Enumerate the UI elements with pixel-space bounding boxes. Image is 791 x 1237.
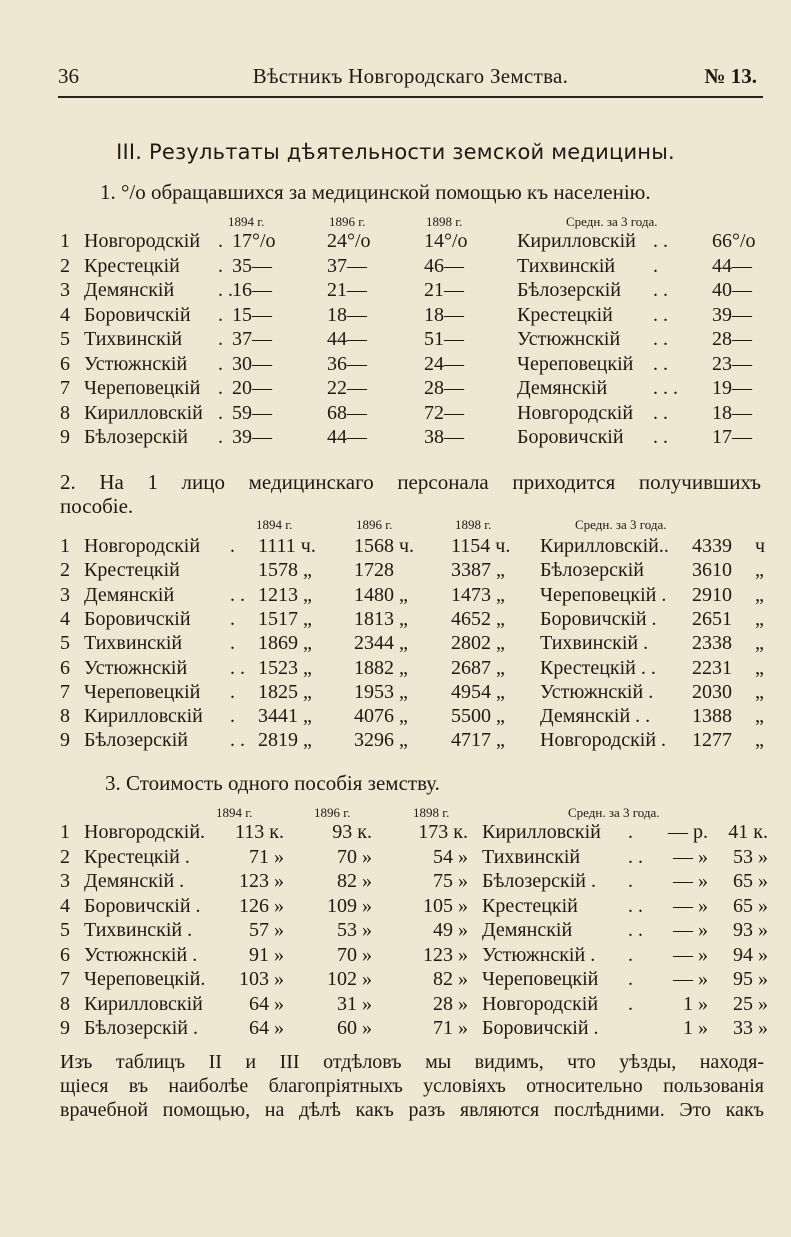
avg-district-name: Новгородскій xyxy=(482,992,599,1015)
table3-col-avg: Средн. за 3 года. xyxy=(568,805,660,820)
table-row xyxy=(0,402,791,426)
page-header xyxy=(58,64,763,94)
table-row xyxy=(0,377,791,401)
leader-dots: . xyxy=(218,352,223,375)
page-number: 36 xyxy=(58,64,79,88)
table3-col-1894: 1894 г. xyxy=(216,805,253,820)
district-name: Устюжнскій xyxy=(84,656,188,679)
value-1894: 64 » xyxy=(249,1017,284,1039)
avg-district-name: Устюжнскій . xyxy=(540,680,654,703)
value-1896: 21— xyxy=(327,279,367,301)
avg-value: 17— xyxy=(712,426,752,448)
table2-col-avg: Средн. за 3 года. xyxy=(575,517,667,532)
value-1898: 1473 „ xyxy=(451,583,505,606)
leader-dots: . xyxy=(628,821,633,843)
avg-value: 3610 xyxy=(692,559,732,582)
avg-district-name: Тихвинскій xyxy=(482,845,581,868)
table1-col-1898: 1898 г. xyxy=(426,214,463,229)
unit-mark: „ xyxy=(755,729,764,752)
district-name: Боровичскій xyxy=(84,303,191,326)
row-number: 8 xyxy=(60,705,70,728)
leader-dots: . . xyxy=(218,279,233,301)
avg-district-name: Боровичскій . xyxy=(540,607,657,630)
avg-district-name: Демянскій xyxy=(482,919,573,941)
avg-rubles: — » xyxy=(673,845,708,868)
leader-dots: . xyxy=(218,401,223,424)
table-row xyxy=(0,846,791,870)
district-name: Череповецкій xyxy=(84,680,201,703)
value-1894: 37— xyxy=(232,328,272,350)
value-1898: 4717 „ xyxy=(451,729,505,752)
avg-kopecks: 53 » xyxy=(733,845,768,868)
row-number: 9 xyxy=(60,729,70,752)
unit-mark: „ xyxy=(755,607,764,630)
row-number: 3 xyxy=(60,583,70,606)
value-1894: 35— xyxy=(232,254,272,277)
row-number: 9 xyxy=(60,426,70,448)
value-1894: 71 » xyxy=(249,845,284,868)
row-number: 4 xyxy=(60,303,70,326)
value-1894: 2819 „ xyxy=(258,729,312,752)
value-1894: 123 » xyxy=(239,870,284,892)
value-1894: 103 » xyxy=(239,968,284,990)
table-row xyxy=(0,304,791,328)
row-number: 3 xyxy=(60,279,70,301)
leader-dots: . . xyxy=(653,230,668,252)
value-1896: 18— xyxy=(327,303,367,326)
table-row xyxy=(0,821,791,845)
value-1896: 82 » xyxy=(337,870,372,892)
value-1896: 1953 „ xyxy=(354,680,408,703)
value-1898: 14°/о xyxy=(424,230,468,252)
leader-dots: . . xyxy=(653,426,668,448)
leader-dots: . . xyxy=(628,919,643,941)
leader-dots: . . xyxy=(653,328,668,350)
value-1898: 4652 „ xyxy=(451,607,505,630)
avg-rubles: 1 » xyxy=(683,992,708,1015)
avg-district-name: Череповецкій xyxy=(482,968,599,990)
district-name: Новгородскій xyxy=(84,535,201,557)
value-1898: 18— xyxy=(424,303,464,326)
value-1896: 1728 xyxy=(354,559,394,582)
value-1896: 44— xyxy=(327,328,367,350)
avg-kopecks: 93 » xyxy=(733,919,768,941)
value-1896: 53 » xyxy=(337,919,372,941)
leader-dots: . xyxy=(230,535,235,557)
avg-district-name: Демянскій xyxy=(517,377,608,399)
leader-dots: . . xyxy=(230,583,245,606)
table-row xyxy=(0,705,791,729)
avg-district-name: Новгородскій . xyxy=(540,729,667,752)
row-number: 4 xyxy=(60,894,70,917)
leader-dots: . . xyxy=(230,656,245,679)
avg-value: 19— xyxy=(712,377,752,399)
value-1894: 1578 „ xyxy=(258,559,312,582)
avg-kopecks: 41 к. xyxy=(728,821,768,843)
avg-value: 66°/о xyxy=(712,230,756,252)
avg-kopecks: 94 » xyxy=(733,943,768,966)
row-number: 3 xyxy=(60,870,70,892)
district-name: Демянскій xyxy=(84,583,175,606)
value-1898: 2687 „ xyxy=(451,656,505,679)
row-number: 5 xyxy=(60,328,70,350)
unit-mark: ч xyxy=(755,535,766,557)
value-1894: 39— xyxy=(232,426,272,448)
row-number: 7 xyxy=(60,680,70,703)
district-name: Крестецкій xyxy=(84,254,180,277)
value-1894: 3441 „ xyxy=(258,705,312,728)
value-1898: 173 к. xyxy=(418,821,468,843)
paragraph-line: Изъ таблицъ II и III отдѣловъ мы видимъ, что уѣзды, находя- xyxy=(60,1051,764,1073)
leader-dots: . . . xyxy=(653,377,678,399)
unit-mark: „ xyxy=(755,559,764,582)
row-number: 6 xyxy=(60,352,70,375)
value-1894: 15— xyxy=(232,303,272,326)
value-1898: 4954 „ xyxy=(451,680,505,703)
leader-dots: . xyxy=(628,870,633,892)
value-1896: 70 » xyxy=(337,943,372,966)
value-1898: 3387 „ xyxy=(451,559,505,582)
table1-col-1896: 1896 г. xyxy=(329,214,366,229)
avg-value: 2338 xyxy=(692,632,732,655)
value-1896: 1568 ч. xyxy=(354,535,415,557)
value-1898: 21— xyxy=(424,279,464,301)
value-1896: 70 » xyxy=(337,845,372,868)
leader-dots: . xyxy=(230,607,235,630)
value-1894: 17°/о xyxy=(232,230,276,252)
value-1898: 105 » xyxy=(423,894,468,917)
value-1898: 46— xyxy=(424,254,464,277)
table-row xyxy=(0,919,791,943)
value-1894: 30— xyxy=(232,352,272,375)
value-1894: 1111 ч. xyxy=(258,535,316,557)
issue-number: № 13. xyxy=(704,64,757,88)
leader-dots: . xyxy=(653,254,658,277)
avg-value: 2231 xyxy=(692,656,732,679)
row-number: 1 xyxy=(60,821,70,843)
avg-rubles: — р. xyxy=(668,821,708,843)
avg-district-name: Боровичскій xyxy=(517,426,624,448)
avg-district-name: Череповецкій . xyxy=(540,583,667,606)
avg-district-name: Крестецкій xyxy=(517,303,613,326)
value-1896: 36— xyxy=(327,352,367,375)
avg-district-name: Боровичскій . xyxy=(482,1017,599,1039)
value-1896: 93 к. xyxy=(332,821,372,843)
value-1896: 60 » xyxy=(337,1017,372,1039)
value-1894: 59— xyxy=(232,401,272,424)
value-1896: 22— xyxy=(327,377,367,399)
avg-district-name: Тихвинскій . xyxy=(540,632,649,655)
avg-district-name: Бѣлозерскій xyxy=(517,279,621,301)
row-number: 5 xyxy=(60,919,70,941)
leader-dots: . xyxy=(230,705,235,728)
section-title: III. Результаты дѣятельности земской медицины. xyxy=(116,140,675,164)
avg-district-name: Кирилловскій xyxy=(482,821,601,843)
avg-value: 40— xyxy=(712,279,752,301)
avg-district-name: Устюжнскій xyxy=(517,328,621,350)
value-1898: 5500 „ xyxy=(451,705,505,728)
value-1894: 20— xyxy=(232,377,272,399)
avg-rubles: — » xyxy=(673,943,708,966)
avg-kopecks: 25 » xyxy=(733,992,768,1015)
value-1896: 68— xyxy=(327,401,367,424)
table-row xyxy=(0,559,791,583)
avg-kopecks: 65 » xyxy=(733,894,768,917)
avg-rubles: — » xyxy=(673,968,708,990)
district-name: Новгородскій. xyxy=(84,821,206,843)
row-number: 1 xyxy=(60,535,70,557)
table3-col-1896: 1896 г. xyxy=(314,805,351,820)
leader-dots: . . xyxy=(230,729,245,752)
value-1896: 1813 „ xyxy=(354,607,408,630)
row-number: 6 xyxy=(60,943,70,966)
body-paragraph xyxy=(60,1050,764,1122)
value-1896: 102 » xyxy=(327,968,372,990)
avg-kopecks: 33 » xyxy=(733,1017,768,1039)
district-name: Тихвинскій xyxy=(84,328,183,350)
leader-dots: . . xyxy=(653,279,668,301)
leader-dots: . xyxy=(230,680,235,703)
district-name: Череповецкій. xyxy=(84,968,206,990)
avg-district-name: Тихвинскій xyxy=(517,254,616,277)
value-1898: 49 » xyxy=(433,919,468,941)
avg-value: 18— xyxy=(712,401,752,424)
table1-col-1894: 1894 г. xyxy=(228,214,265,229)
district-name: Бѣлозерскій xyxy=(84,426,188,448)
row-number: 1 xyxy=(60,230,70,252)
table2-heading: 2. На 1 лицо медицинскаго персонала приходится получившихъ xyxy=(60,470,761,494)
leader-dots: . xyxy=(628,943,633,966)
district-name: Боровичскій xyxy=(84,607,191,630)
table-row xyxy=(0,328,791,352)
value-1898: 28 » xyxy=(433,992,468,1015)
value-1898: 82 » xyxy=(433,968,468,990)
district-name: Кирилловскій xyxy=(84,705,203,728)
district-name: Новгородскій xyxy=(84,230,201,252)
avg-district-name: Череповецкій xyxy=(517,352,634,375)
district-name: Демянскій . xyxy=(84,870,185,892)
row-number: 8 xyxy=(60,992,70,1015)
value-1898: 123 » xyxy=(423,943,468,966)
avg-value: 44— xyxy=(712,254,752,277)
district-name: Крестецкій xyxy=(84,559,180,582)
district-name: Кирилловскій xyxy=(84,401,203,424)
leader-dots: . xyxy=(628,968,633,990)
table3-heading: 3. Стоимость одного пособія земству. xyxy=(105,771,440,795)
paragraph-line: щіеся въ наиболѣе благопріятныхъ условіяхъ относительно пользованія xyxy=(60,1075,764,1097)
avg-value: 1277 xyxy=(692,729,732,752)
table-row xyxy=(0,353,791,377)
table-row xyxy=(0,584,791,608)
leader-dots: . . xyxy=(653,303,668,326)
value-1898: 1154 ч. xyxy=(451,535,511,557)
avg-district-name: Устюжнскій . xyxy=(482,943,596,966)
value-1894: 57 » xyxy=(249,919,284,941)
leader-dots: . xyxy=(218,303,223,326)
leader-dots: . xyxy=(218,328,223,350)
avg-rubles: — » xyxy=(673,919,708,941)
district-name: Устюжнскій xyxy=(84,352,188,375)
journal-title: Вѣстникъ Новгородскаго Земства. xyxy=(252,64,569,88)
value-1898: 24— xyxy=(424,352,464,375)
value-1894: 1869 „ xyxy=(258,632,312,655)
table-row xyxy=(0,657,791,681)
table2-col-1898: 1898 г. xyxy=(455,517,492,532)
unit-mark: „ xyxy=(755,583,764,606)
row-number: 6 xyxy=(60,656,70,679)
table1-col-avg: Средн. за 3 года. xyxy=(566,214,658,229)
table-row xyxy=(0,535,791,559)
value-1894: 113 к. xyxy=(235,821,284,843)
table-row xyxy=(0,895,791,919)
table-row xyxy=(0,632,791,656)
district-name: Череповецкій xyxy=(84,377,201,399)
leader-dots: . . xyxy=(653,401,668,424)
avg-kopecks: 95 » xyxy=(733,968,768,990)
value-1896: 31 » xyxy=(337,992,372,1015)
avg-district-name: Крестецкій . . xyxy=(540,656,656,679)
value-1898: 51— xyxy=(424,328,464,350)
avg-district-name: Бѣлозерскій . xyxy=(482,870,596,892)
table-row xyxy=(0,681,791,705)
avg-rubles: — » xyxy=(673,870,708,892)
value-1898: 28— xyxy=(424,377,464,399)
row-number: 9 xyxy=(60,1017,70,1039)
avg-district-name: Новгородскій xyxy=(517,401,634,424)
value-1896: 44— xyxy=(327,426,367,448)
leader-dots: . xyxy=(230,632,235,655)
avg-district-name: Демянскій . . xyxy=(540,705,651,728)
header-rule xyxy=(58,96,763,98)
value-1894: 1825 „ xyxy=(258,680,312,703)
value-1894: 91 » xyxy=(249,943,284,966)
table2-heading-cont: пособіе. xyxy=(60,494,134,518)
row-number: 2 xyxy=(60,559,70,582)
unit-mark: „ xyxy=(755,656,764,679)
row-number: 2 xyxy=(60,845,70,868)
avg-district-name: Бѣлозерскій xyxy=(540,559,644,582)
value-1898: 75 » xyxy=(433,870,468,892)
avg-value: 39— xyxy=(712,303,752,326)
district-name: Бѣлозерскій . xyxy=(84,1017,198,1039)
table-row xyxy=(0,608,791,632)
value-1894: 1213 „ xyxy=(258,583,312,606)
district-name: Бѣлозерскій xyxy=(84,729,188,752)
value-1898: 54 » xyxy=(433,845,468,868)
unit-mark: „ xyxy=(755,632,764,655)
leader-dots: . xyxy=(218,254,223,277)
district-name: Тихвинскій xyxy=(84,632,183,655)
avg-kopecks: 65 » xyxy=(733,870,768,892)
table2-col-1896: 1896 г. xyxy=(356,517,393,532)
value-1896: 1882 „ xyxy=(354,656,408,679)
avg-value: 2030 xyxy=(692,680,732,703)
value-1896: 37— xyxy=(327,254,367,277)
table-row xyxy=(0,279,791,303)
row-number: 8 xyxy=(60,401,70,424)
row-number: 7 xyxy=(60,377,70,399)
avg-district-name: Кирилловскій.. xyxy=(540,535,669,557)
table-row xyxy=(0,729,791,753)
unit-mark: „ xyxy=(755,705,764,728)
value-1896: 4076 „ xyxy=(354,705,408,728)
value-1896: 2344 „ xyxy=(354,632,408,655)
leader-dots: . . xyxy=(628,894,643,917)
table-row xyxy=(0,426,791,450)
unit-mark: „ xyxy=(755,680,764,703)
district-name: Кирилловскій xyxy=(84,992,203,1015)
value-1894: 126 » xyxy=(239,894,284,917)
district-name: Тихвинскій . xyxy=(84,919,193,941)
table1-heading: 1. °/о обращавшихся за медицинской помощью къ населенію. xyxy=(100,180,651,204)
table2-col-1894: 1894 г. xyxy=(256,517,293,532)
district-name: Боровичскій . xyxy=(84,894,201,917)
table3-col-1898: 1898 г. xyxy=(413,805,450,820)
value-1898: 2802 „ xyxy=(451,632,505,655)
leader-dots: . xyxy=(218,230,223,252)
row-number: 5 xyxy=(60,632,70,655)
avg-district-name: Кирилловскій xyxy=(517,230,636,252)
row-number: 4 xyxy=(60,607,70,630)
avg-value: 28— xyxy=(712,328,752,350)
value-1896: 3296 „ xyxy=(354,729,408,752)
row-number: 2 xyxy=(60,254,70,277)
table-row xyxy=(0,944,791,968)
row-number: 7 xyxy=(60,968,70,990)
value-1896: 24°/о xyxy=(327,230,371,252)
avg-value: 23— xyxy=(712,352,752,375)
table-row xyxy=(0,870,791,894)
district-name: Крестецкій . xyxy=(84,845,190,868)
value-1894: 16— xyxy=(232,279,272,301)
district-name: Демянскій xyxy=(84,279,175,301)
value-1898: 72— xyxy=(424,401,464,424)
table-row xyxy=(0,230,791,254)
leader-dots: . . xyxy=(628,845,643,868)
avg-value: 4339 xyxy=(692,535,732,557)
value-1896: 1480 „ xyxy=(354,583,408,606)
table-row xyxy=(0,968,791,992)
avg-value: 2651 xyxy=(692,607,732,630)
leader-dots: . xyxy=(218,377,223,399)
table-row xyxy=(0,255,791,279)
avg-value: 1388 xyxy=(692,705,732,728)
leader-dots: . xyxy=(218,426,223,448)
avg-value: 2910 xyxy=(692,583,732,606)
district-name: Устюжнскій . xyxy=(84,943,198,966)
table-row xyxy=(0,993,791,1017)
value-1898: 71 » xyxy=(433,1017,468,1039)
value-1898: 38— xyxy=(424,426,464,448)
avg-rubles: 1 » xyxy=(683,1017,708,1039)
leader-dots: . xyxy=(628,992,633,1015)
value-1894: 64 » xyxy=(249,992,284,1015)
value-1894: 1517 „ xyxy=(258,607,312,630)
value-1896: 109 » xyxy=(327,894,372,917)
table-row xyxy=(0,1017,791,1041)
avg-district-name: Крестецкій xyxy=(482,894,578,917)
leader-dots: . . xyxy=(653,352,668,375)
paragraph-line: врачебной помощью, на дѣлѣ какъ разъ являются послѣдними. Это какъ xyxy=(60,1099,764,1121)
value-1894: 1523 „ xyxy=(258,656,312,679)
avg-rubles: — » xyxy=(673,894,708,917)
